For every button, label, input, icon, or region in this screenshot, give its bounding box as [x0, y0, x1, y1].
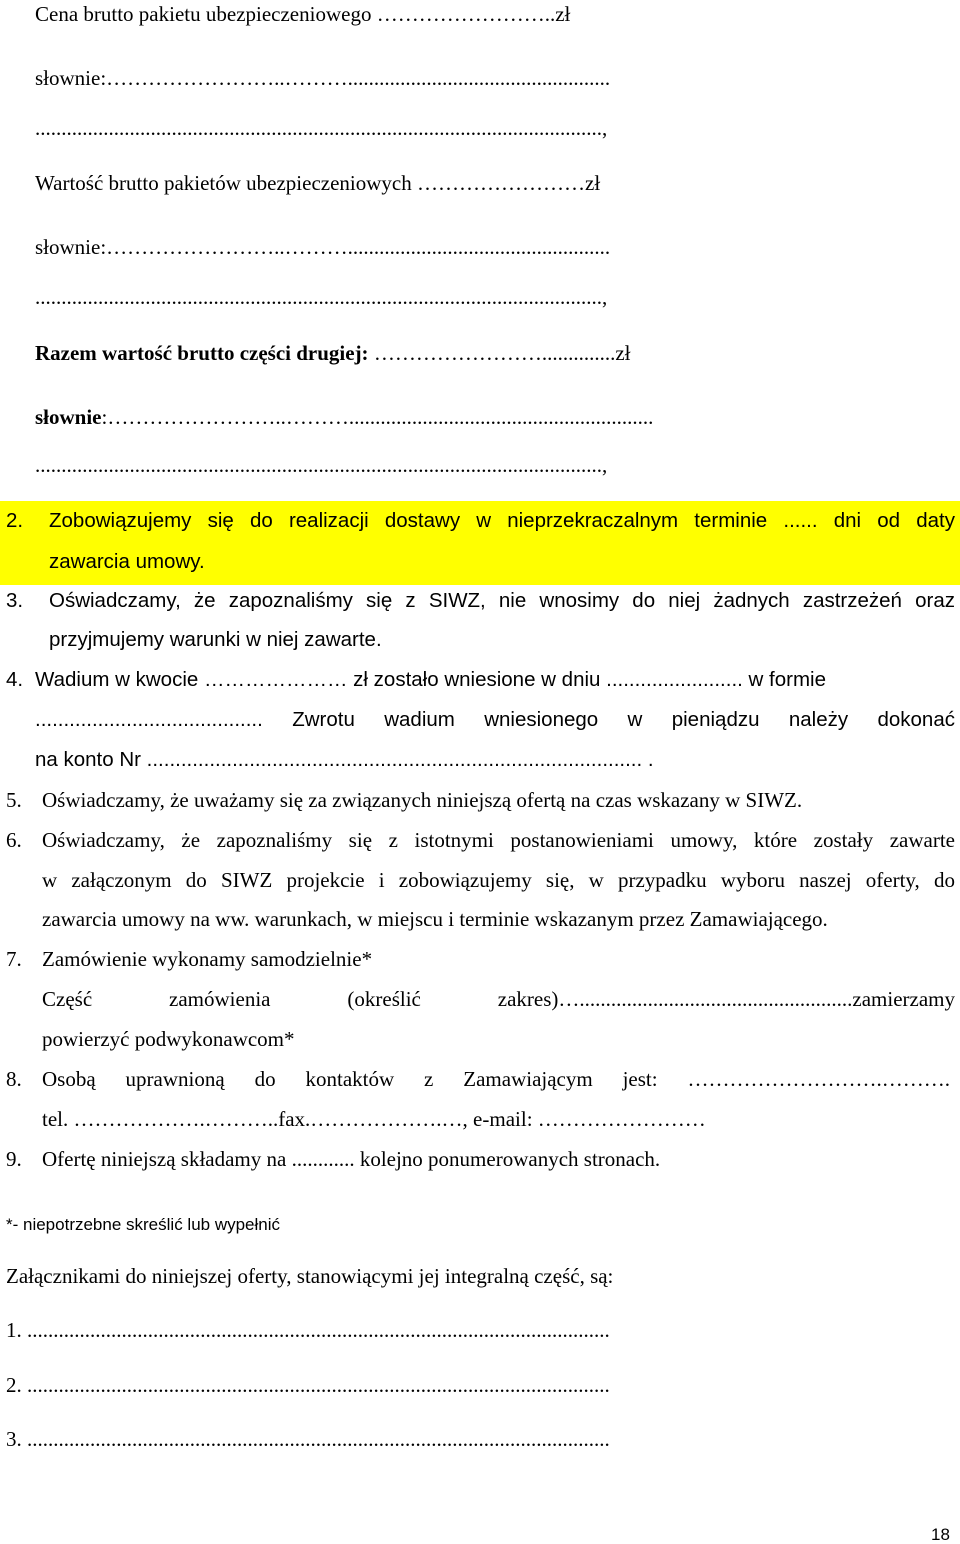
- item-2-line-2: zawarcia umowy.: [49, 550, 205, 573]
- page-number: 18: [931, 1525, 950, 1544]
- razem-wartosc-label: Razem wartość brutto części drugiej:: [35, 341, 369, 365]
- item-7-line-1: Zamówienie wykonamy samodzielnie*: [42, 947, 373, 971]
- item-8-number: 8.: [6, 1067, 22, 1091]
- item-6-line-2: w załączonym do SIWZ projekcie i zobowiązujemy się, w przypadku wyboru naszej oferty, do: [42, 868, 955, 892]
- attachments-intro: Załącznikami do niniejszej oferty, stanowiącymi jej integralną część, są:: [6, 1264, 614, 1288]
- item-5-line-1: Oświadczamy, że uważamy się za związanych niniejszą ofertą na czas wskazany w SIWZ.: [42, 788, 803, 812]
- item-4-line-3: na konto Nr ....................................................................................... .: [35, 748, 654, 771]
- razem-wartosc-line: [35, 343, 630, 364]
- attachment-2: 2. ...............................................................................................................: [6, 1373, 610, 1397]
- item-8-line-1: Osobą uprawnioną do kontaktów z Zamawiającym jest: ……………………….……….: [42, 1067, 950, 1091]
- item-6-line-3: zawarcia umowy na ww. warunkach, w miejscu i terminie wskazanym przez Zamawiającego.: [42, 907, 828, 931]
- slownie-line-1b: ............................................................................................................,: [35, 116, 608, 140]
- footnote-text: *- niepotrzebne skreślić lub wypełnić: [6, 1215, 281, 1234]
- wartosc-brutto-line: Wartość brutto pakietów ubezpieczeniowych ……………………zł: [35, 171, 601, 195]
- item-4-number: 4.: [6, 668, 24, 691]
- attachment-3: 3. ...............................................................................................................: [6, 1427, 610, 1451]
- item-8-line-2: tel. ……………….………..fax.……………….…, e-mail: ……………………: [42, 1107, 706, 1131]
- item-9-number: 9.: [6, 1147, 22, 1171]
- item-4-line-2: ........................................ Zwrotu wadium wniesionego w pieniądzu należy dokonać: [35, 708, 955, 731]
- slownie-line-3a-rest: :……………………..………..........................................................: [101, 405, 654, 429]
- item-6-number: 6.: [6, 828, 22, 852]
- slownie-bold-label: słownie: [35, 405, 102, 429]
- item-7-number: 7.: [6, 947, 22, 971]
- slownie-line-1a: słownie:……………………..………..................................................: [35, 66, 611, 90]
- slownie-line-2a: słownie:……………………..………..................................................: [35, 235, 611, 259]
- item-7-line-2: Część zamówienia (określić zakres)…....................................................zamierzamy: [42, 987, 955, 1011]
- item-3-number: 3.: [6, 589, 24, 612]
- razem-wartosc-value: ……………………..............zł: [368, 341, 631, 365]
- item-9-line-1: Ofertę niniejszą składamy na ............ kolejno ponumerowanych stronach.: [42, 1147, 661, 1171]
- slownie-line-3b: ............................................................................................................,: [35, 453, 608, 477]
- cena-brutto-line: Cena brutto pakietu ubezpieczeniowego ……………………..zł: [35, 2, 571, 26]
- item-3-line-2: przyjmujemy warunki w niej zawarte.: [49, 628, 382, 651]
- item-7-line-3: powierzyć podwykonawcom*: [42, 1027, 295, 1051]
- item-6-line-1: Oświadczamy, że zapoznaliśmy się z istotnymi postanowieniami umowy, które zostały zawarte: [42, 828, 955, 852]
- slownie-line-3a: [35, 407, 653, 428]
- item-2-number: 2.: [6, 509, 24, 532]
- item-4-line-1: Wadium w kwocie ………………… zł zostało wniesione w dniu ........................ w formie: [35, 668, 826, 691]
- item-5-number: 5.: [6, 788, 22, 812]
- slownie-line-2b: ............................................................................................................,: [35, 285, 608, 309]
- footnote: [6, 1216, 280, 1233]
- item-2-line-1: Zobowiązujemy się do realizacji dostawy w nieprzekraczalnym terminie ...... dni od daty: [49, 509, 955, 532]
- item-3-line-1: Oświadczamy, że zapoznaliśmy się z SIWZ, nie wnosimy do niej żadnych zastrzeżeń oraz: [49, 589, 955, 612]
- attachment-1: 1. ...............................................................................................................: [6, 1318, 610, 1342]
